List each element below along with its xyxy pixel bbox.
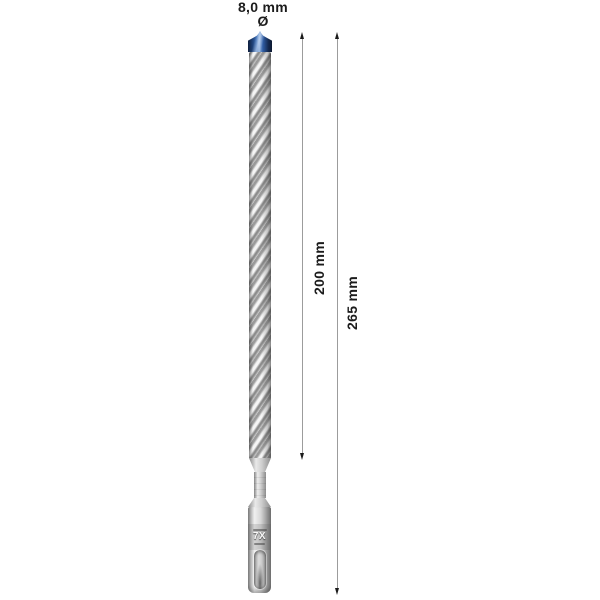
diameter-value: 8,0 mm [237, 0, 289, 15]
diameter-icon: Ø [257, 13, 269, 29]
dimension-arrow-up-icon [335, 32, 339, 39]
dimension-line-working-length [302, 39, 303, 453]
marking-microtext-line [254, 543, 265, 545]
sds-plus-shank [248, 507, 271, 593]
shank-flare [248, 498, 271, 507]
dimension-arrow-down-icon [300, 453, 304, 460]
shank-marking-band [248, 524, 271, 550]
flute-taper [249, 458, 271, 472]
total-length-label: 265 mm [344, 276, 360, 330]
shank-neck [254, 472, 266, 498]
sds-groove [254, 550, 266, 589]
dimension-arrow-down-icon [335, 588, 339, 595]
diameter-annotation [213, 0, 313, 28]
dimension-arrow-up-icon [300, 32, 304, 39]
spiral-flute [249, 52, 271, 458]
dimension-line-total-length [337, 39, 338, 588]
carbide-head [248, 31, 272, 52]
marking-text: 7X [252, 531, 267, 542]
working-length-label: 200 mm [311, 241, 327, 295]
